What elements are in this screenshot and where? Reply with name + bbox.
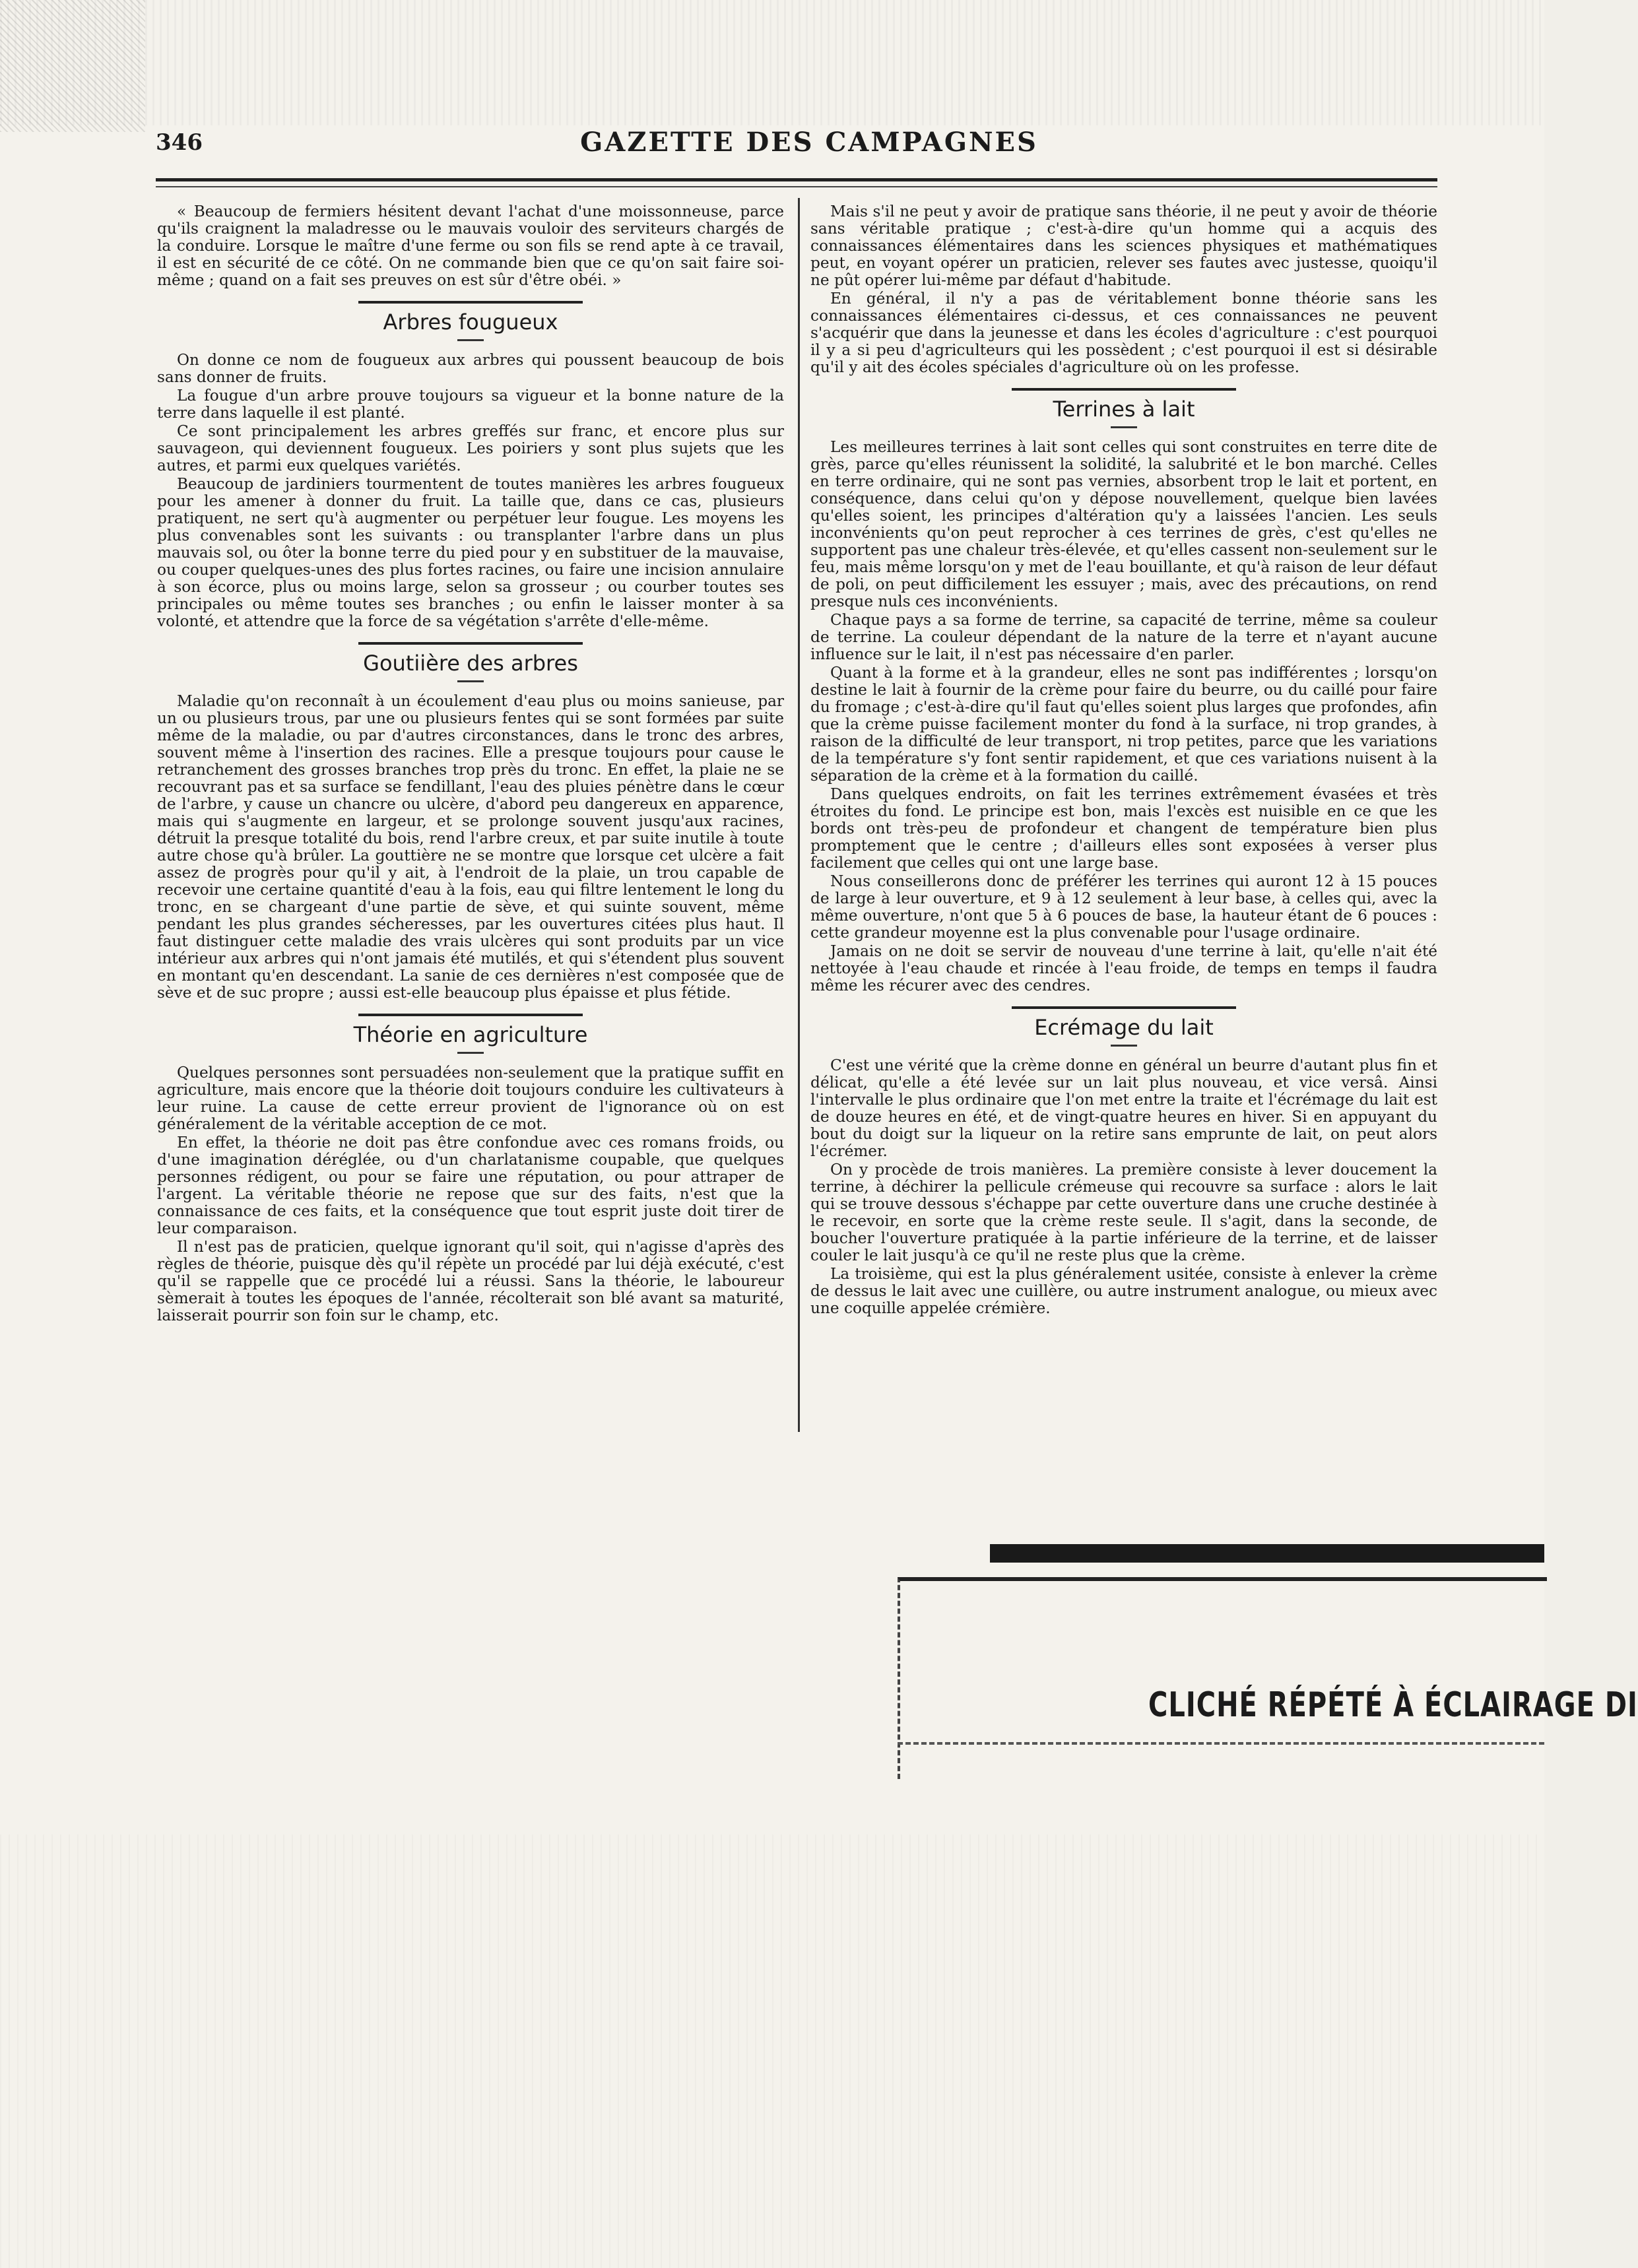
heading-text: Goutiière des arbres: [363, 651, 578, 676]
header-rule: [156, 178, 1437, 181]
right-column: [810, 203, 1437, 1318]
paragraph: Mais s'il ne peut y avoir de pratique sans théorie, il ne peut y avoir de théorie sans véritable pratique ; c'est-à-dire qu'un homme qui a acquis des connaissances élémentaires dans les sciences physiques et mathématiques peut, en voyant opérer un praticien, relever ses fautes avec justesse, quoiqu'il ne pût opérer lui-même par défaut d'habitude.: [810, 203, 1437, 289]
heading-tick: [457, 680, 484, 682]
heading-text: Arbres fougueux: [383, 309, 558, 335]
paragraph: Jamais on ne doit se servir de nouveau d'une terrine à lait, qu'elle n'ait été nettoyée à l'eau chaude et rincée à l'eau froide, de temps en temps il faudra même les récurer avec des cendres.: [810, 942, 1437, 994]
heading-text: Théorie en agriculture: [353, 1022, 588, 1047]
heading-rule: [358, 642, 583, 645]
section-heading-gouttiere: [157, 642, 784, 682]
paragraph: Dans quelques endroits, on fait les terrines extrêmement évasées et très étroites du fond. Le principe est bon, mais l'excès est nuisible en ce que les bords ont très-peu de profondeur et changent de température bien plus promptement que le centre ; d'ailleurs elles sont exposées à verser plus facilement que celles qui ont une large base.: [810, 785, 1437, 872]
archive-stamp: [884, 1544, 1638, 2268]
paragraph: Beaucoup de jardiniers tourmentent de toutes manières les arbres fougueux pour les amener à donner du fruit. La taille que, dans ce cas, plusieurs pratiquent, ne sert qu'à augmenter ou perpétuer leur fougue. Les moyens les plus convenables sont les suivants : ou transplanter l'arbre dans un plus mauvais sol, ou ôter la bonne terre du pied pour y en substituer de la mauvaise, ou couper quelques-unes des plus fortes racines, ou faire une incision annulaire à son écorce, plus ou moins large, selon sa grosseur ; ou courber toutes ses principales ou même toutes ses branches ; ou enfin le laisser monter à sa volonté, et attendre que la force de sa végétation s'arrête d'elle-même.: [157, 475, 784, 630]
heading-text: Terrines à lait: [1053, 397, 1195, 422]
column-divider: [798, 198, 800, 1432]
page-number: 346: [156, 129, 203, 156]
paragraph: En général, il n'y a pas de véritablement bonne théorie sans les connaissances élémentaires ci-dessus, et ces connaissances ne peuvent s'acquérir que dans la jeunesse et dans les écoles d'agriculture : c'est pourquoi il y a si peu d'agriculteurs qui les possèdent ; c'est pourquoi il est si désirable qu'il y ait des écoles spéciales d'agriculture où on les professe.: [810, 290, 1437, 376]
paragraph: Ce sont principalement les arbres greffés sur franc, et encore plus sur sauvageon, qui deviennent fougueux. Les poiriers y sont plus sujets que les autres, et parmi eux quelques variétés.: [157, 422, 784, 474]
masthead-title: GAZETTE DES CAMPAGNES: [580, 127, 1038, 158]
stamp-band: [990, 1544, 1544, 1563]
paragraph: Maladie qu'on reconnaît à un écoulement d'eau plus ou moins sanieuse, par un ou plusieurs trous, par une ou plusieurs fentes qui se sont formées par suite même de la maladie, ou par d'autres circonstances, dans le tronc des arbres, souvent même à l'insertion des racines. Elle a presque toujours pour cause le retranchement des grosses branches trop près du tronc. En effet, la plaie ne se recouvrant pas et sa surface se fendillant, l'eau des pluies pénètre dans le cœur de l'arbre, y cause un chancre ou ulcère, d'abord peu dangereux en apparence, mais qui s'augmente en largeur, et se prolonge souvent jusqu'aux racines, détruit la presque totalité du bois, rend l'arbre creux, et par suite inutile à toute autre chose qu'à brûler. La gouttière ne se montre que lorsque cet ulcère a fait assez de progrès pour qu'il y ait, à l'endroit de la plaie, un trou capable de recevoir une certaine quantité d'eau à la fois, eau qui filtre lentement le long du tronc, en se chargeant d'une partie de sève, et qui suinte souvent, même pendant les plus grandes sécheresses, par les ouvertures citées plus haut. Il faut distinguer cette maladie des vrais ulcères qui sont produits par un vice intérieur aux arbres qui n'ont jamais été mutilés, et qui s'étendent plus souvent en montant qu'en descendant. La sanie de ces dernières n'est composée que de sève et de suc propre ; aussi est-elle beaucoup plus épaisse et plus fétide.: [157, 692, 784, 1002]
paragraph: Quant à la forme et à la grandeur, elles ne sont pas indifférentes ; lorsqu'on destine le lait à fournir de la crème pour faire du beurre, ou du caillé pour faire du fromage ; c'est-à-dire qu'il faut qu'elles soient plus larges que profondes, afin que la crème puisse facilement monter du fond à la surface, ni trop grandes, à raison de la difficulté de leur transport, ni trop petites, parce que les variations de la température s'y font sentir rapidement, et que ces variations nuisent à la séparation de la crème et à la formation du caillé.: [810, 664, 1437, 785]
paragraph: Les meilleures terrines à lait sont celles qui sont construites en terre dite de grès, parce qu'elles réunissent la solidité, la salubrité et le bon marché. Celles en terre ordinaire, qui ne sont pas vernies, absorbent trop le lait et portent, en conséquence, dans celui qu'on y dépose nouvellement, quelque bien lavées qu'elles soient, les principes d'altération qu'y a laissées l'ancien. Les seuls inconvénients qu'on peut reprocher à ces terrines de grès, c'est qu'elles ne supportent pas une chaleur très-élevée, et qu'elles cassent non-seulement sur le feu, mais même lorsqu'on y met de l'eau bouillante, et qu'à raison de leur défaut de poli, on peut difficilement les essuyer ; mais, avec des précautions, on rend presque nuls ces inconvénients.: [810, 438, 1437, 610]
paragraph: Nous conseillerons donc de préférer les terrines qui auront 12 à 15 pouces de large à leur ouverture, et 9 à 12 seulement à leur base, à celles qui, avec la même ouverture, n'ont que 5 à 6 pouces de base, la hauteur étant de 6 pouces : cette grandeur moyenne est la plus convenable pour l'usage ordinaire.: [810, 872, 1437, 942]
paragraph: La troisième, qui est la plus généralement usitée, consiste à enlever la crème de dessus le lait avec une cuillère, ou autre instrument analogue, ou mieux avec une coquille appelée crémière.: [810, 1265, 1437, 1317]
page-header: [156, 127, 1437, 166]
heading-tick: [457, 1052, 484, 1054]
heading-rule: [1012, 388, 1236, 391]
section-heading-terrines: [810, 388, 1437, 428]
paragraph: Chaque pays a sa forme de terrine, sa capacité de terrine, même sa couleur de terrine. La couleur dépendant de la nature de la terre et n'ayant aucune influence sur le lait, il n'est pas nécessaire d'en parler.: [810, 611, 1437, 663]
intro-quote: « Beaucoup de fermiers hésitent devant l'achat d'une moissonneuse, parce qu'ils craignent la maladresse ou le mauvais vouloir des serviteurs chargés de la conduire. Lorsque le maître d'une ferme ou son fils se rend apte à ce travail, il est en sécurité de ce côté. On ne commande bien que ce qu'on sait faire soi-même ; quand on a fait ses preuves on est sûr d'être obéi. »: [157, 203, 784, 289]
paragraph: La fougue d'un arbre prouve toujours sa vigueur et la bonne nature de la terre dans laquelle il est planté.: [157, 387, 784, 422]
paragraph: En effet, la théorie ne doit pas être confondue avec ces romans froids, ou d'une imagination déréglée, ou d'un charlatanisme coupable, que quelques personnes rédigent, ou pour se faire une réputation, ou pour attraper de l'argent. La véritable théorie ne repose que sur des faits, n'est que la connaissance de ces faits, et la conséquence que tout esprit juste doit tirer de leur comparaison.: [157, 1134, 784, 1237]
left-column: [157, 203, 784, 1326]
section-heading-arbres: [157, 301, 784, 341]
paragraph: C'est une vérité que la crème donne en général un beurre d'autant plus fin et délicat, qu'elle a été levée sur un lait plus nouveau, et vice versâ. Ainsi l'intervalle le plus ordinaire que l'on met entre la traite et l'écrémage du lait est de douze heures en été, et de vingt-quatre heures en hiver. Si en appuyant du bout du doigt sur la liqueur on la retire sans emprunte de lait, on peut alors l'écrémer.: [810, 1056, 1437, 1160]
paragraph: Il n'est pas de praticien, quelque ignorant qu'il soit, qui n'agisse d'après des règles de théorie, puisque dès qu'il répète un procédé par lui déjà exécuté, c'est qu'il se rappelle que ce procédé lui a réussi. Sans la théorie, le laboureur sèmerait à toutes les époques de l'année, récolterait son blé avant sa maturité, laisserait pourrir son foin sur le champ, etc.: [157, 1238, 784, 1324]
heading-rule: [358, 301, 583, 304]
heading-tick: [1111, 1045, 1137, 1047]
paragraph: On donne ce nom de fougueux aux arbres qui poussent beaucoup de bois sans donner de fruits.: [157, 351, 784, 386]
scan-noise-corner: [0, 0, 145, 132]
heading-rule: [358, 1014, 583, 1016]
section-heading-theorie: [157, 1014, 784, 1054]
stamp-dash: [898, 1742, 1544, 1745]
stamp-text: CLICHÉ RÉPÉTÉ À ÉCLAIRAGE DI: [1148, 1685, 1638, 1725]
heading-tick: [457, 339, 484, 341]
heading-tick: [1111, 426, 1137, 428]
heading-text: Ecrémage du lait: [1034, 1015, 1214, 1040]
heading-rule: [1012, 1006, 1236, 1009]
stamp-frame: [898, 1577, 1638, 1779]
section-heading-ecremage: [810, 1006, 1437, 1047]
paragraph: On y procède de trois manières. La première consiste à lever doucement la terrine, à déchirer la pellicule crémeuse qui recouvre sa surface : alors le lait qui se trouve dessous s'échappe par cette ouverture dans une cruche destinée à le recevoir, en sorte que la crème reste seule. Il s'agit, dans la seconde, de boucher l'ouverture pratiquée à la partie inférieure de la terrine, et de laisser couler le lait jusqu'à ce qu'il ne reste plus que la crème.: [810, 1161, 1437, 1264]
paragraph: Quelques personnes sont persuadées non-seulement que la pratique suffit en agriculture, mais encore que la théorie doit toujours conduire les cultivateurs à leur ruine. La cause de cette erreur provient de l'ignorance où on est généralement de la véritable acception de ce mot.: [157, 1064, 784, 1133]
scan-noise-top: [0, 0, 1544, 125]
header-rule-thin: [156, 186, 1437, 187]
